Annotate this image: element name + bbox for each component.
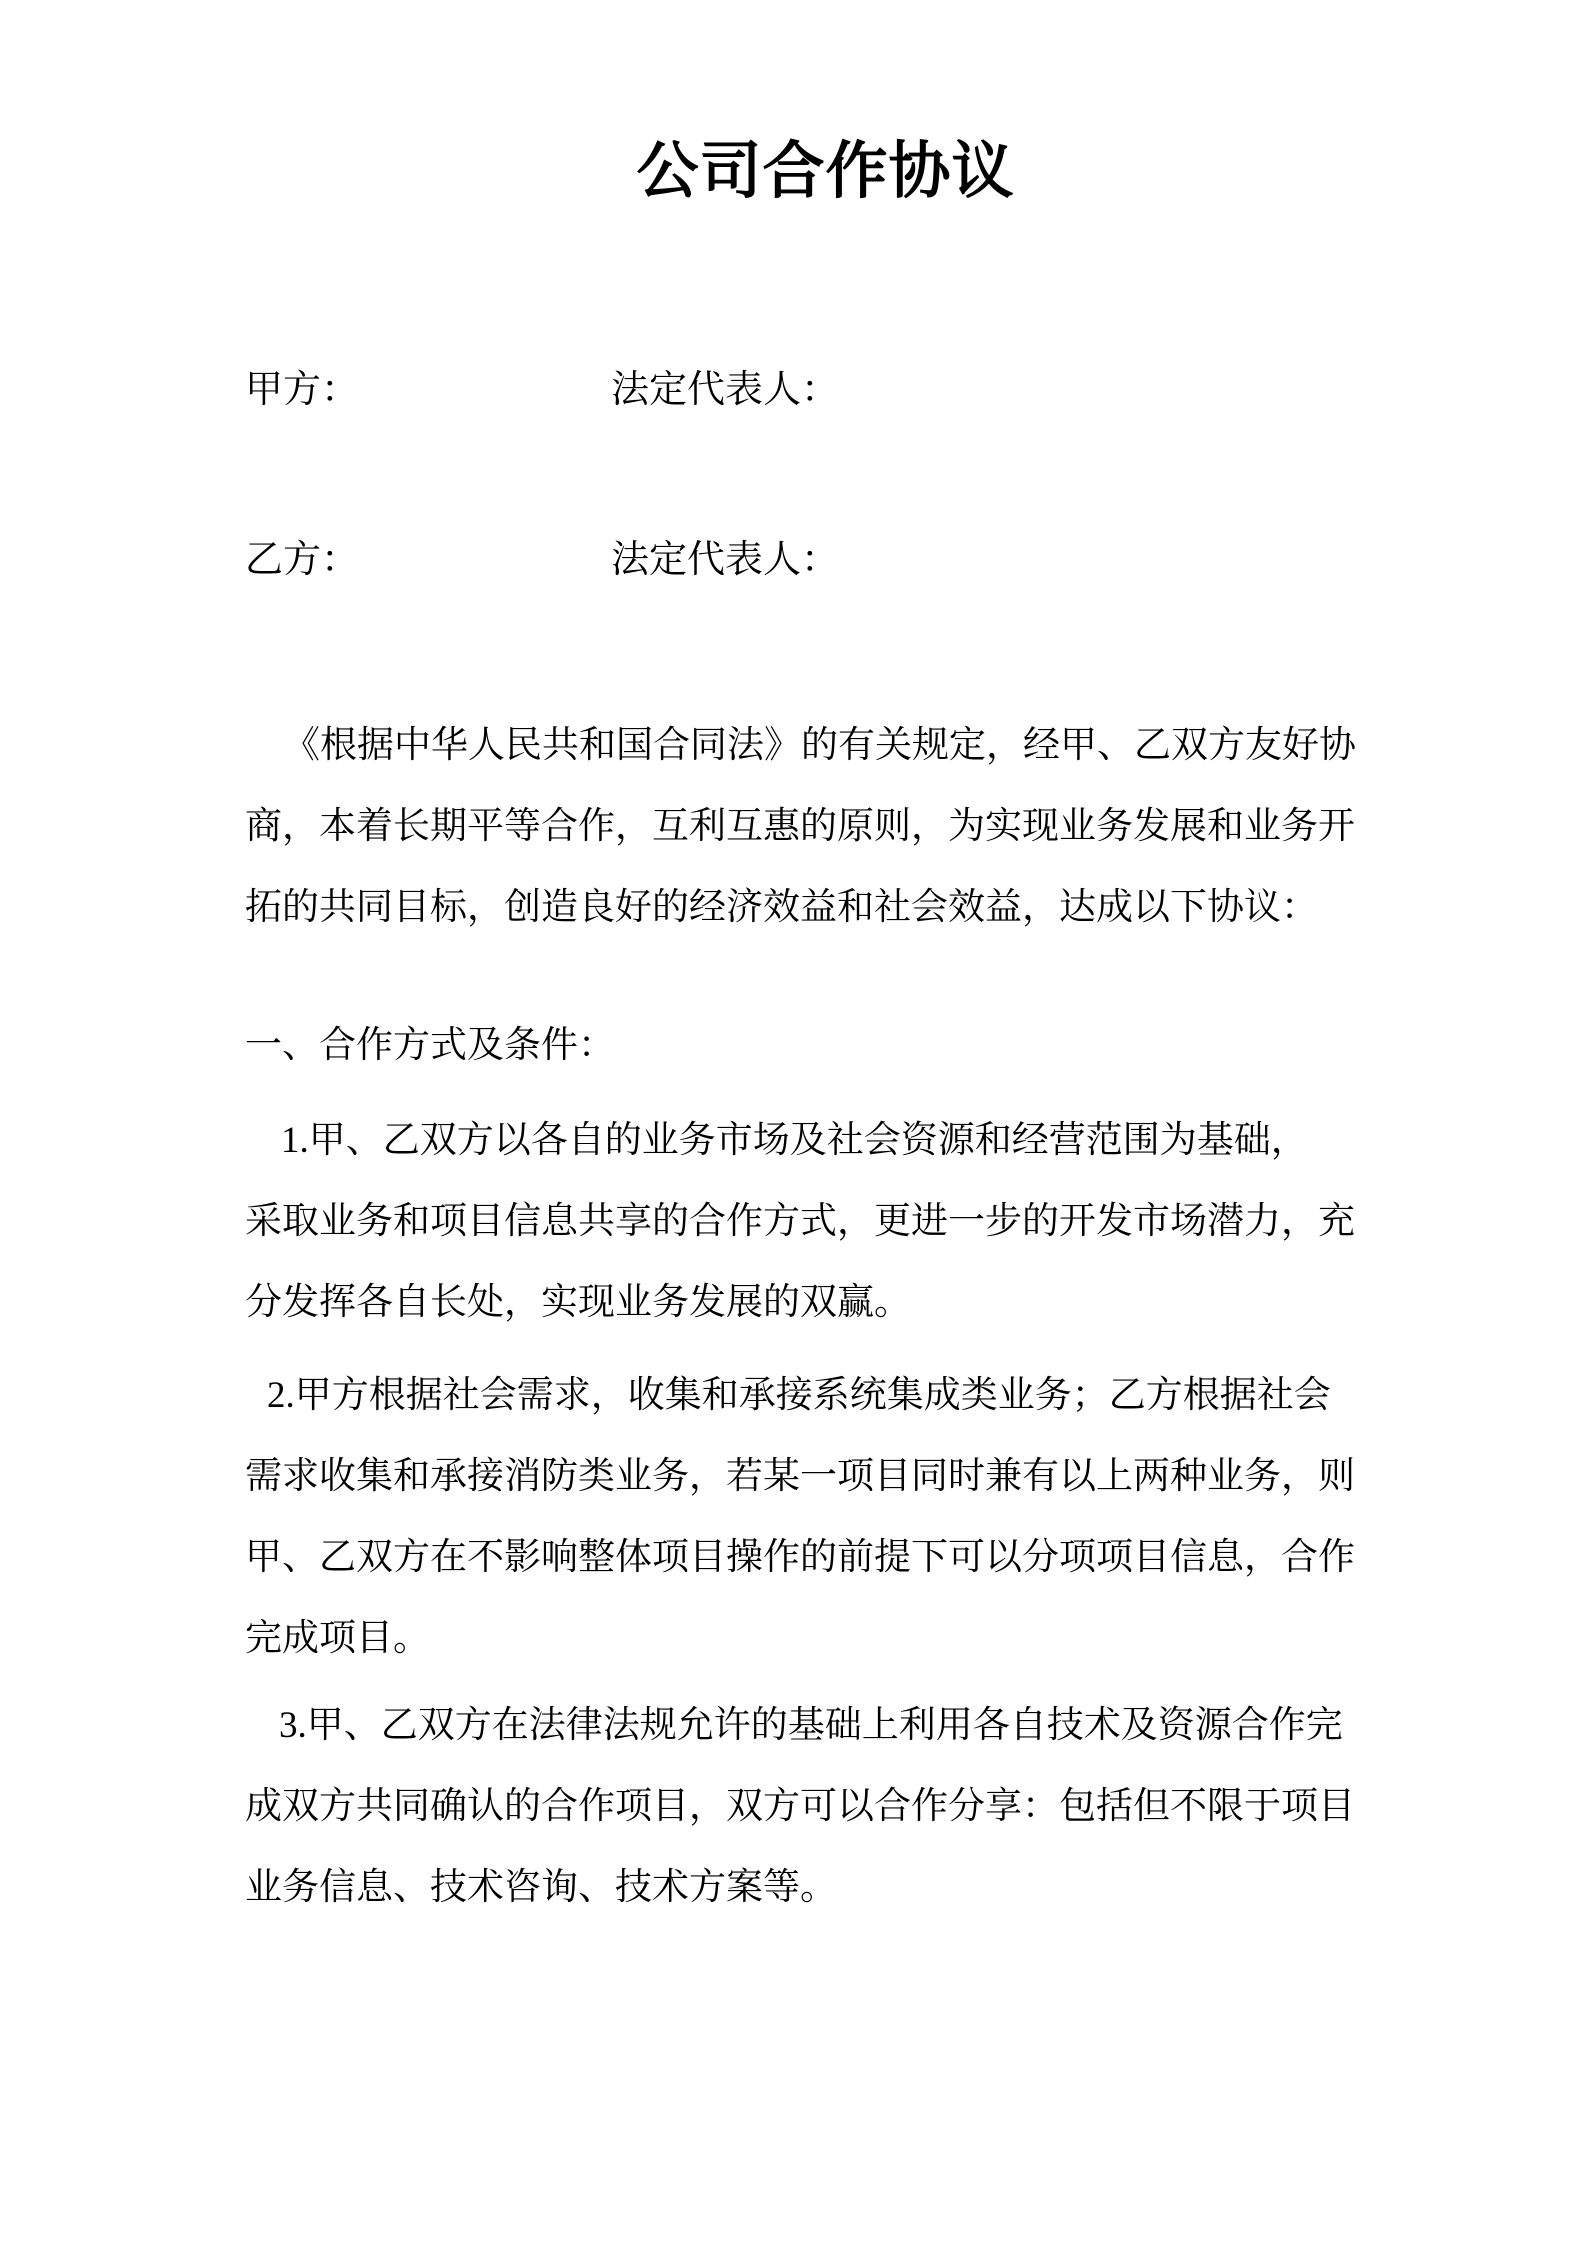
party-b-row bbox=[245, 520, 1406, 601]
text-line: 完成项目。 bbox=[245, 1618, 430, 1659]
text-line: 需求收集和承接消防类业务，若某一项目同时兼有以上两种业务，则 bbox=[245, 1456, 1355, 1497]
document-title: 公司合作协议 bbox=[636, 138, 1015, 206]
text-line: 分发挥各自长处，实现业务发展的双赢。 bbox=[245, 1282, 911, 1323]
section-one-item-2 bbox=[245, 1355, 1406, 1679]
text-line: 甲、乙双方在不影响整体项目操作的前提下可以分项项目信息，合作 bbox=[245, 1537, 1355, 1578]
text-line: 成双方共同确认的合作项目，双方可以合作分享：包括但不限于项目 bbox=[245, 1786, 1355, 1827]
text-line: 《根据中华人民共和国合同法》的有关规定，经甲、乙双方友好协 bbox=[283, 725, 1356, 766]
text-line: 采取业务和项目信息共享的合作方式，更进一步的开发市场潜力，充 bbox=[245, 1201, 1355, 1242]
section-one-heading: 一、合作方式及条件： bbox=[245, 1025, 615, 1066]
preamble-paragraph bbox=[245, 705, 1406, 948]
section-one-item-1 bbox=[245, 1100, 1406, 1343]
party-a-rep-label: 法定代表人： bbox=[611, 369, 840, 411]
section-one-item-3 bbox=[245, 1685, 1406, 1928]
party-b-rep-label: 法定代表人： bbox=[611, 539, 840, 581]
text-line: 2.甲方根据社会需求，收集和承接系统集成类业务；乙方根据社会 bbox=[267, 1375, 1331, 1416]
party-a-row bbox=[245, 350, 1406, 431]
text-line: 1.甲、乙双方以各自的业务市场及社会资源和经营范围为基础， bbox=[281, 1120, 1308, 1161]
text-line: 拓的共同目标，创造良好的经济效益和社会效益，达成以下协议： bbox=[245, 887, 1318, 928]
text-line: 商，本着长期平等合作，互利互惠的原则，为实现业务发展和业务开 bbox=[245, 806, 1355, 847]
party-b-label: 乙方： bbox=[245, 539, 360, 581]
text-line: 业务信息、技术咨询、技术方案等。 bbox=[245, 1867, 837, 1908]
text-line: 3.甲、乙双方在法律法规允许的基础上利用各自技术及资源合作完 bbox=[279, 1705, 1343, 1746]
party-a-label: 甲方： bbox=[245, 369, 360, 411]
